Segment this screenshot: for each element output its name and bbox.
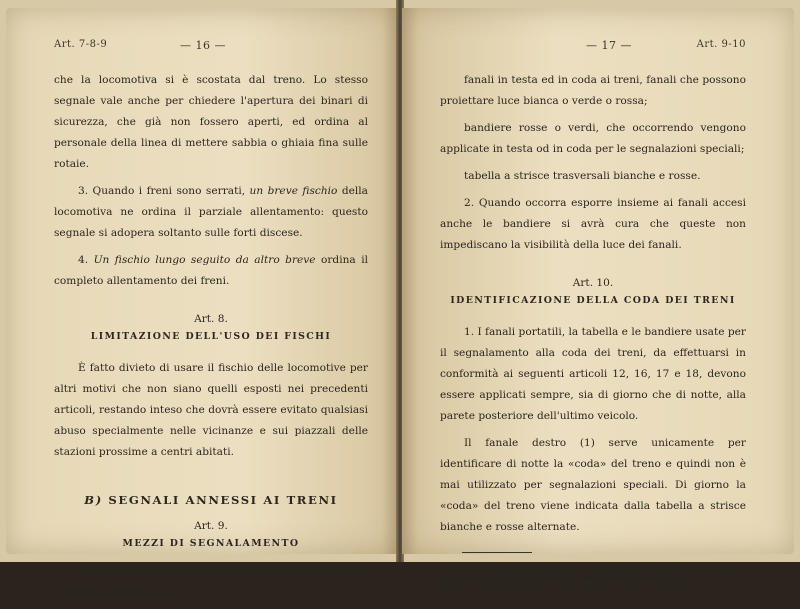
section-b-letter: B)	[84, 493, 103, 507]
list-item-lanterns: fanali in testa ed in coda ai treni, fanali che possono proiettare luce bianca o verde o rossa;	[440, 74, 746, 107]
footnote: (1) Si indica con destro o sinistro il fanale che si trova a destra od a sinistra del treno nel senso della corsa.	[440, 563, 746, 588]
continuation-paragraph: che la locomotiva si è scostata dal treno. Lo stesso segnale vale anche per chiedere l'apertura dei binari di sicurezza, che già non fossero aperti, ed ordina al personale della linea di mettere sabbia o ghiaia fina sulle rotaie.	[54, 74, 368, 170]
art8-title: Art. 8.	[194, 313, 228, 325]
paragraph-2: 2. Quando occorra esporre insieme ai fanali accesi anche le bandiere si avrà cura che queste non impediscano la visibilità della luce dei fanali.	[440, 197, 746, 251]
art10-paragraph-2: Il fanale destro (1) serve unicamente per identificare di notte la «coda» del treno e quindi non è mai utilizzato per segnalazioni speciali. Di giorno la «coda» del treno viene indicata dalla tabella a strisce bianche e rosse alternate.	[440, 437, 746, 533]
art9-heading: MEZZI DI SEGNALAMENTO	[122, 538, 300, 549]
paragraph-3-italic: un breve fischio	[249, 185, 338, 197]
right-page-header	[440, 8, 746, 52]
footnote-rule	[462, 552, 532, 553]
left-page	[6, 8, 398, 598]
paragraph-3-prefix: 3. Quando i freni sono serrati,	[78, 185, 250, 197]
left-page-body	[54, 70, 368, 603]
paragraph-4	[54, 250, 368, 292]
art9-text: 1. I mezzi di segnalamento in testa o in coda ai treni od alle locomotive sono:	[54, 565, 368, 598]
list-item-board: tabella a strisce trasversali bianche e rosse.	[464, 170, 701, 182]
paragraph-4-italic: Un fischio lungo seguito da altro breve	[93, 254, 316, 266]
list-item-flags: bandiere rosse o verdi, che occorrendo vengono applicate in testa od in coda per le segnalazioni speciali;	[440, 122, 746, 155]
right-page-number: — 17 —	[586, 39, 632, 52]
right-page-body	[440, 70, 746, 609]
left-page-header	[54, 8, 368, 52]
art8-heading: LIMITAZIONE DELL'USO DEI FISCHI	[90, 331, 332, 342]
paragraph-4-suffix: ordina il completo allentamento dei freni.	[54, 254, 368, 287]
paragraph-4-prefix: 4.	[78, 254, 94, 266]
right-header-section: Art. 9-10	[696, 39, 746, 50]
art8-text: È fatto divieto di usare il fischio delle locomotive per altri motivi che non siano quelli esposti nei precedenti articoli, restando inteso che dovrà essere evitato qualsiasi abuso specialmente nelle vicinanze e sui piazzali delle stazioni prossime a centri abitati.	[54, 362, 368, 458]
art10-heading: IDENTIFICAZIONE DELLA CODA DEI TRENI	[450, 295, 736, 306]
art9-title: Art. 9.	[194, 520, 228, 532]
art10-title: Art. 10.	[572, 277, 614, 289]
section-b-title: SEGNALI ANNESSI AI TRENI	[102, 493, 338, 507]
paragraph-3	[54, 181, 368, 244]
paragraph-3-suffix: della locomotiva ne ordina il parziale allentamento: questo segnale si adopera soltanto sulle forti discese.	[54, 185, 368, 239]
art10-paragraph-1: 1. I fanali portatili, la tabella e le bandiere usate per il segnalamento alla coda dei treni, da effettuarsi in conformità ai seguenti articoli 12, 16, 17 e 18, devono essere applicati sempre, sia di giorno che di notte, alla parete posteriore dell'ultimo veicolo.	[440, 326, 746, 422]
left-header-section: Art. 7-8-9	[54, 39, 108, 50]
section-b-heading	[54, 489, 368, 511]
left-page-number: — 16 —	[180, 39, 226, 52]
right-page	[402, 8, 794, 609]
signature-mark: 2	[440, 599, 446, 609]
